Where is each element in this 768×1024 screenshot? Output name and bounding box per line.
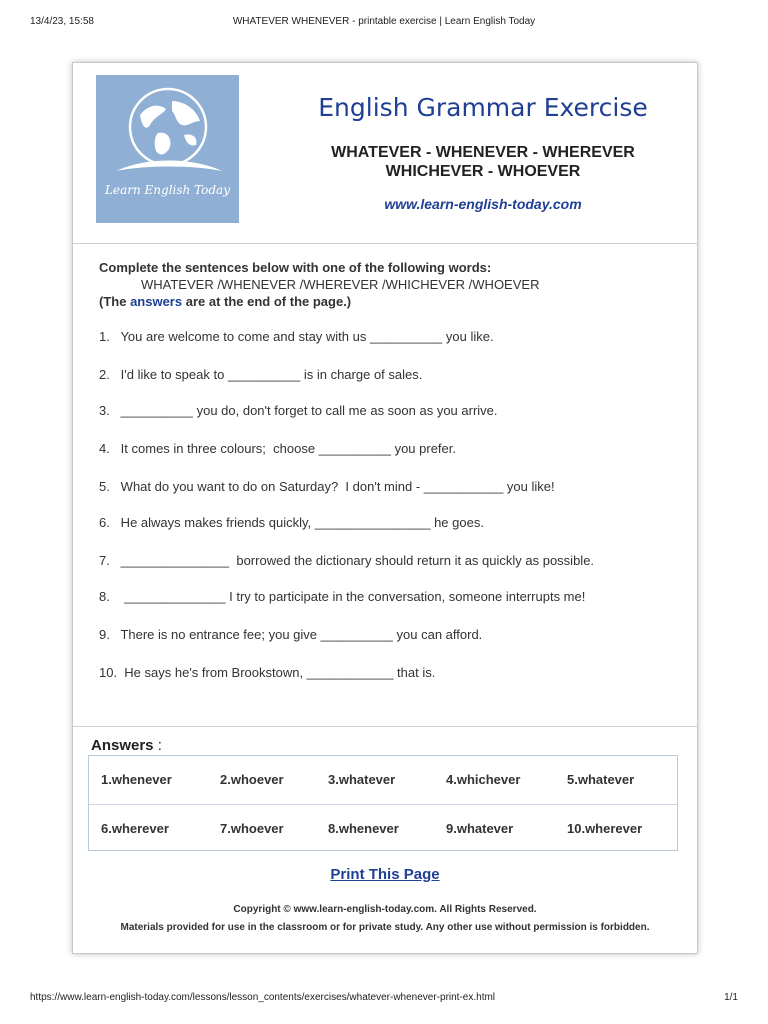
print-footer	[0, 992, 768, 1006]
answer-1: 1.whenever	[101, 772, 172, 787]
question-7: 7. _______________ borrowed the dictionary should return it as quickly as possible.	[99, 553, 595, 568]
answers-heading-colon: :	[153, 737, 162, 754]
print-this-page-link[interactable]: Print This Page	[330, 866, 440, 883]
answers-table	[88, 755, 678, 851]
page-title: English Grammar Exercise	[318, 93, 648, 122]
answer-10: 10.wherever	[567, 821, 643, 836]
usage-notice: Materials provided for use in the classroom or for private study. Any other use without permission is forbidden.	[120, 922, 650, 933]
exercise-subtitle	[263, 143, 703, 181]
question-9: 9. There is no entrance fee; you give __________ you can afford.	[99, 627, 483, 642]
question-4: 4. It comes in three colours; choose __________ you prefer.	[99, 441, 456, 456]
answers-row	[89, 756, 677, 803]
question-6: 6. He always makes friends quickly, ________________ he goes.	[99, 515, 484, 530]
globe-icon	[96, 75, 239, 223]
question-2: 2. I'd like to speak to __________ is in charge of sales.	[99, 367, 423, 382]
print-header	[0, 16, 768, 30]
logo-text: Learn English Today	[105, 183, 230, 197]
question-5: 5. What do you want to do on Saturday? I don't mind - ___________ you like!	[99, 479, 555, 494]
question-1: 1. You are welcome to come and stay with us __________ you like.	[99, 329, 494, 344]
word-list: WHATEVER /WHENEVER /WHEREVER /WHICHEVER /WHOEVER	[141, 277, 540, 292]
answers-row	[89, 804, 677, 852]
question-10: 10. He says he's from Brookstown, ____________ that is.	[99, 665, 436, 680]
answer-3: 3.whatever	[328, 772, 396, 787]
question-8: 8. ______________ I try to participate in the conversation, someone interrupts me!	[99, 589, 586, 604]
logo	[96, 75, 239, 223]
answer-5: 5.whatever	[567, 772, 635, 787]
copyright-text: Copyright © www.learn-english-today.com. All Rights Reserved.	[233, 904, 537, 915]
answers-divider	[73, 726, 697, 727]
header-divider	[73, 243, 697, 244]
instructions-line: Complete the sentences below with one of the following words:	[99, 260, 492, 275]
answer-9: 9.whatever	[446, 821, 514, 836]
answers-note	[99, 293, 659, 310]
subtitle-line-2: WHICHEVER - WHOEVER	[385, 163, 581, 180]
print-page-title: WHATEVER WHENEVER - printable exercise | Learn English Today	[232, 16, 536, 27]
question-3: 3. __________ you do, don't forget to call me as soon as you arrive.	[99, 403, 498, 418]
answer-6: 6.wherever	[101, 821, 169, 836]
site-url: www.learn-english-today.com	[384, 196, 582, 212]
answers-note-prefix: (The	[99, 294, 131, 309]
page-count: 1/1	[724, 992, 738, 1003]
instructions	[99, 259, 659, 310]
answer-4: 4.whichever	[446, 772, 521, 787]
answer-7: 7.whoever	[220, 821, 284, 836]
print-url: https://www.learn-english-today.com/lessons/lesson_contents/exercises/whatever-whenever-print-ex.html	[30, 992, 496, 1003]
subtitle-line-1: WHATEVER - WHENEVER - WHEREVER	[331, 144, 635, 161]
answer-8: 8.whenever	[328, 821, 399, 836]
answers-note-suffix: are at the end of the page.)	[182, 294, 352, 309]
exercise-card	[72, 62, 698, 954]
answers-heading	[91, 737, 162, 754]
answers-link[interactable]: answers	[130, 294, 183, 309]
answers-heading-text: Answers	[91, 737, 154, 754]
print-date: 13/4/23, 15:58	[30, 16, 94, 27]
answer-2: 2.whoever	[220, 772, 284, 787]
